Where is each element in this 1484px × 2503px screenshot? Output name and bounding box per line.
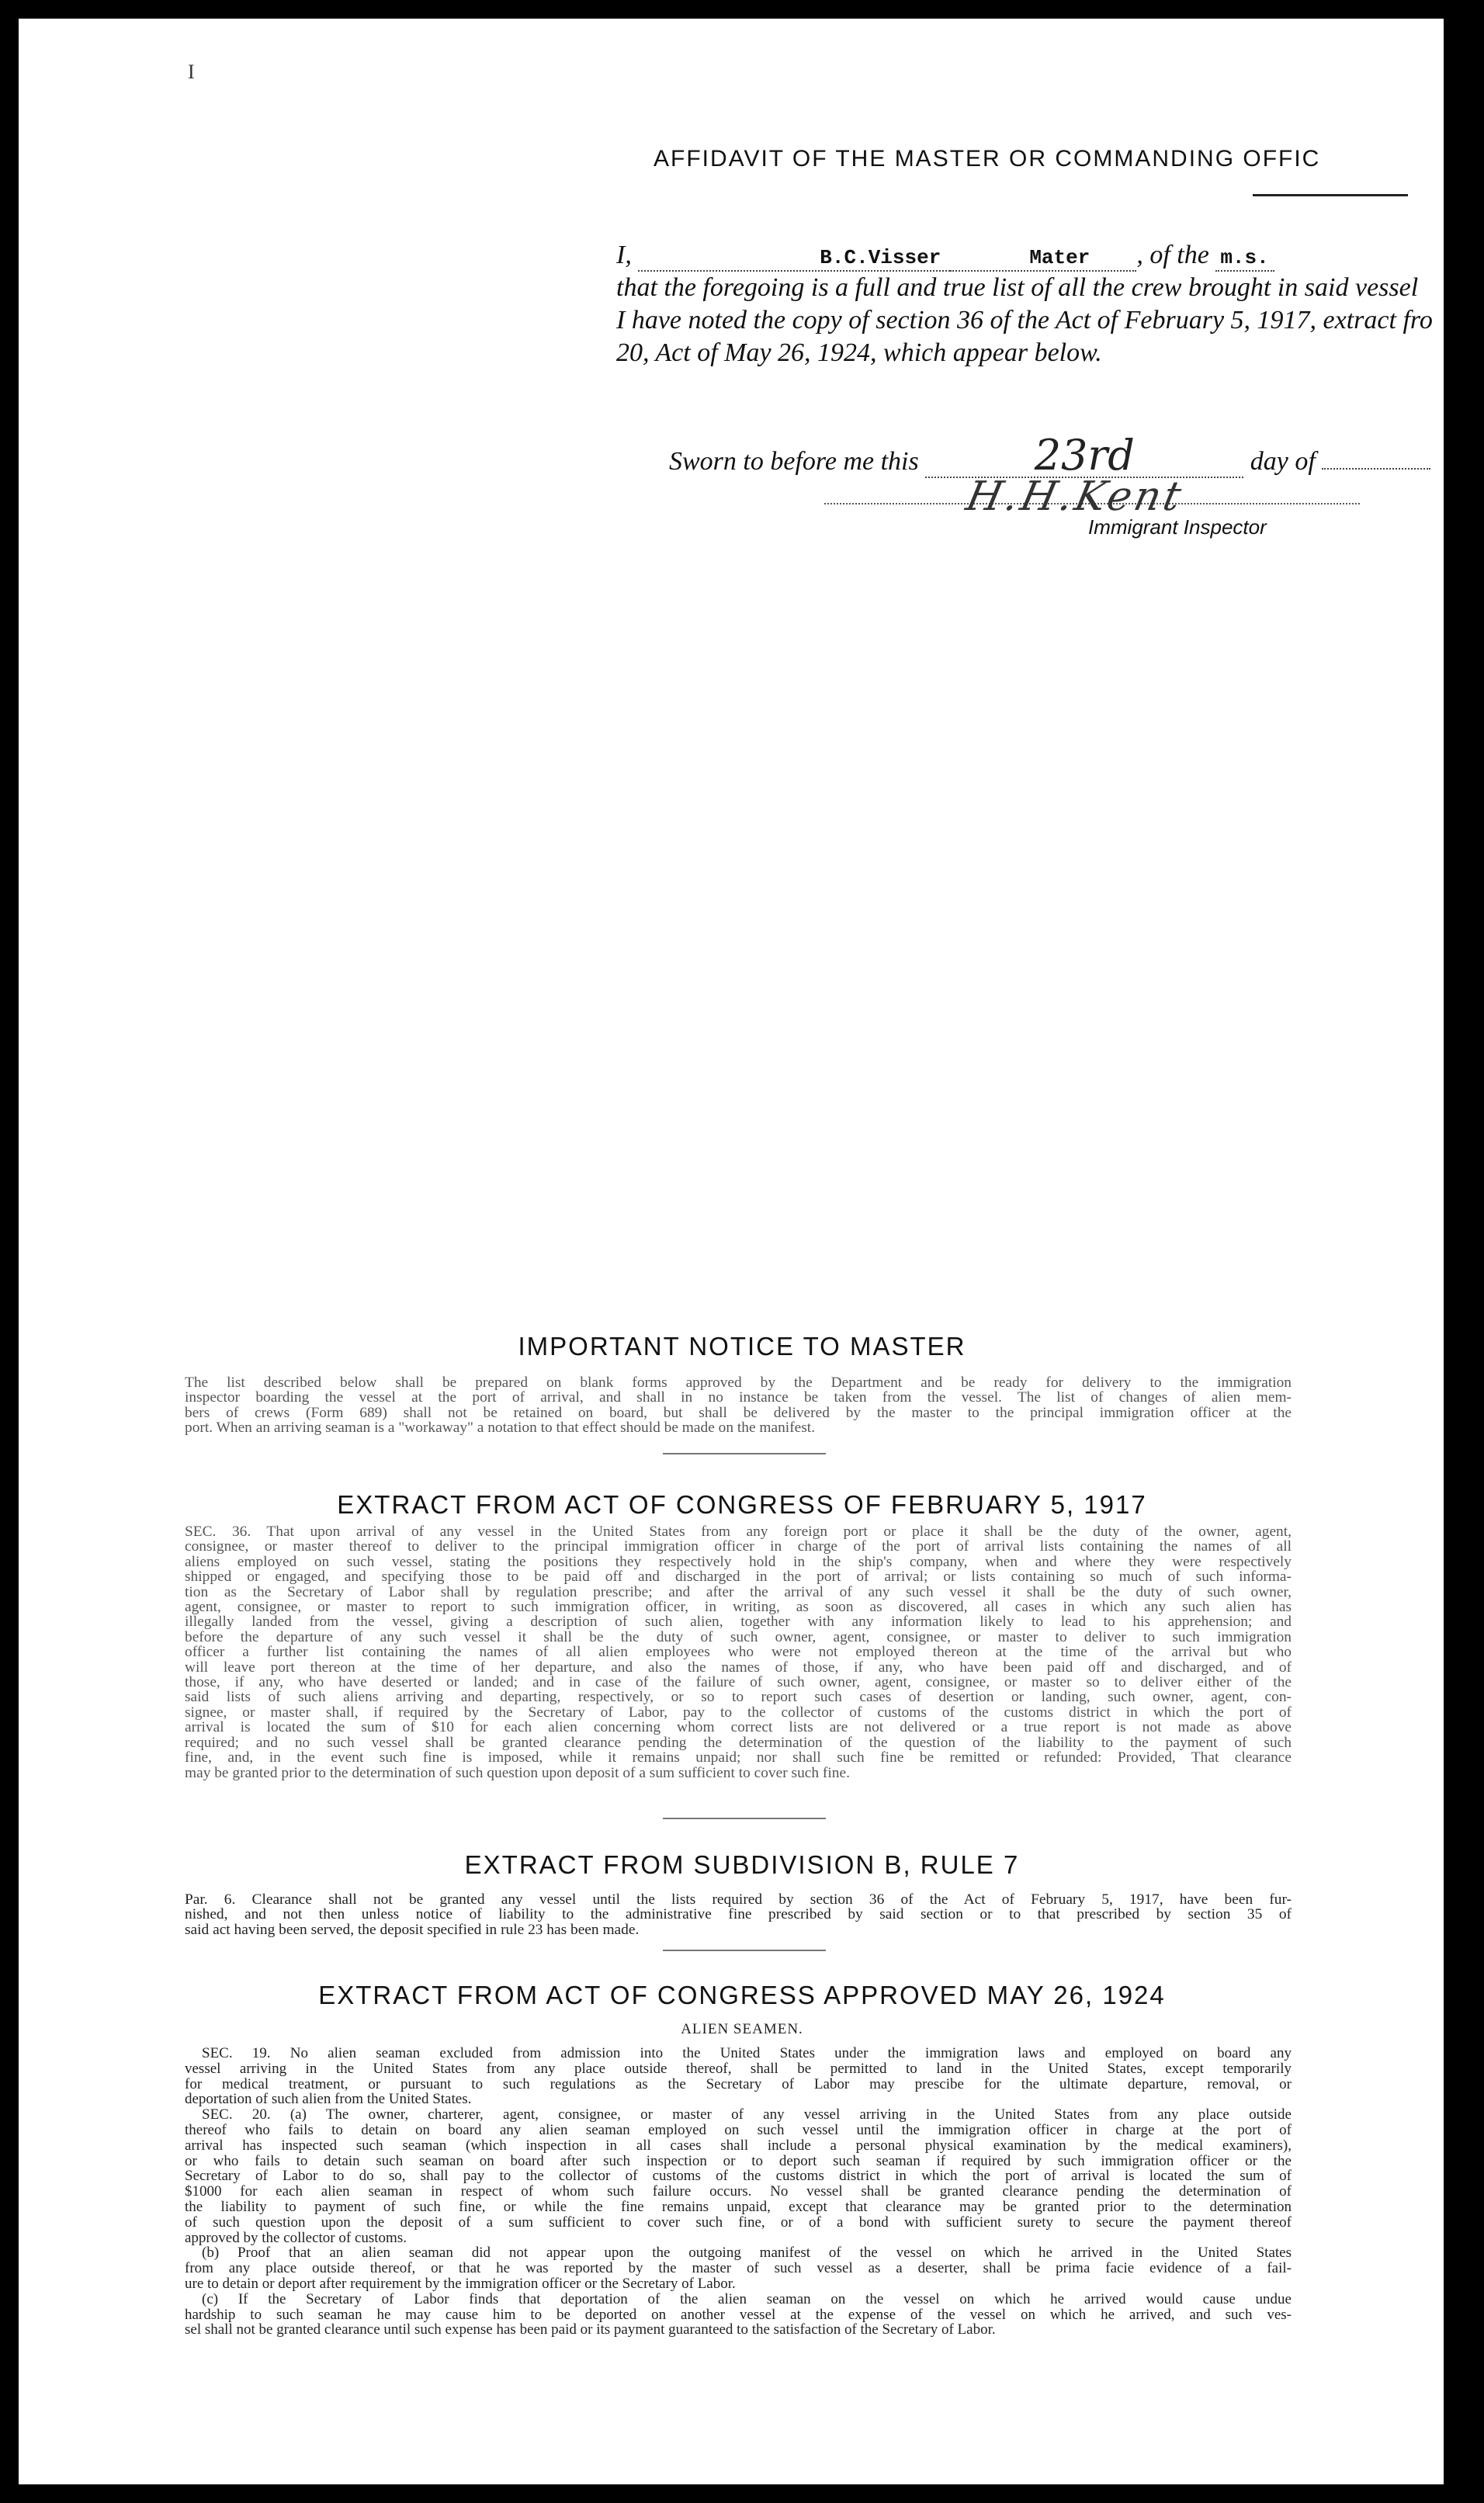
rule-7-title: EXTRACT FROM SUBDIVISION B, RULE 7 [464,1850,1020,1879]
extract-1924-line: for medical treatment, or pursuant to such regulations as the Secretary of Labor may prescibe for the ultimate departure, removal, or [185,2075,1292,2092]
extract-1924-line: deportation of such alien from the United States. [185,2091,472,2108]
extract-1924-line: from any place outside thereof, or that he was reported by the master of such vessel as a deserter, shall be prima facie evidence of a fail- [185,2260,1292,2277]
notice-line: The list described below shall be prepared on blank forms approved by the Department and be ready for delivery to the immigration [185,1375,1292,1391]
extract-1924-line: $1000 for each alien seaman in respect of whom such failure occurs. No vessel shall be granted clearance pending the determination of [185,2183,1292,2200]
divider [663,1453,826,1454]
vessel-prefix: m.s. [1220,246,1269,269]
affidavit-line-4: 20, Act of May 26, 1924, which appear below. [616,338,1102,367]
rule-7-line: said act having been served, the deposit specified in rule 23 has been made. [185,1921,640,1938]
title-rule [1253,194,1408,196]
rule-7-line: nished, and not then unless notice of liability to the administrative fine prescribed by said section or to that prescribed by section 35 of [185,1906,1292,1923]
vessel-field [1215,241,1274,272]
extract-1917-line: before the departure of any such vessel it shall be the duty of such owner, agent, consignee, or master to deliver to such immigration [185,1628,1292,1645]
alien-seamen-heading: ALIEN SEAMEN. [681,2021,803,2037]
inspector-signature: H.H.Kent [962,473,1188,520]
extract-1917-line: signee, or master shall, if required by the Secretary of Labor, pay to the collector of customs of the customs district in which the port of [185,1704,1292,1721]
extract-1924-line: SEC. 20. (a) The owner, charterer, agent, consignee, or master of any vessel arriving in the United States from any place outside [202,2106,1292,2123]
corner-mark: I [188,61,195,83]
rank-value: Mater [1029,246,1090,269]
affidavit-line-3: I have noted the copy of section 36 of the Act of February 5, 1917, extract fro [616,306,1433,335]
rule-7-line: Par. 6. Clearance shall not be granted any vessel until the lists required by section 36 of the Act of February 5, 1917, have been fur- [185,1891,1292,1908]
day-of-label: day of [1250,447,1316,476]
divider [663,1818,826,1819]
scan-edge [1444,19,1465,2484]
pronoun: I, [616,241,632,269]
extract-1917-line: fine, and, in the event such fine is imposed, while it remains unpaid; nor shall such fine be remitted or refunded: Provided, That clearance [185,1749,1292,1766]
inspector-label: Immigrant Inspector [1088,515,1267,539]
month-field [1322,468,1430,470]
extract-1917-line: those, if any, who have deserted or landed; and in case of the failure of such owner, agent, consignee, or master so to deliver either of the [185,1674,1292,1691]
extract-1924-line: or who fails to detain such seaman on board after such inspection or to deport such seaman if required by such immigration officer or the [185,2152,1292,2169]
rule-7-body [185,1892,1292,1937]
document-page [19,19,1465,2484]
extract-1917-line: consignee, or master thereof to deliver to the principal immigration officer in charge of the port of arrival lists containing the names of all [185,1538,1292,1555]
extract-1917-line: arrival is located the sum of $10 for each alien concerning whom correct lists are not delivered or a true report is not made as above [185,1719,1292,1736]
extract-1924-line: vessel arriving in the United States from any place outside thereof, shall be permitted to land in the United States, except temporarily [185,2060,1292,2077]
affidavit-line-1 [616,241,1274,272]
rank-field [950,241,1136,272]
extract-1917-line: required; and no such vessel shall be granted clearance pending the determination of the question of the liability to the payment of such [185,1734,1292,1751]
extract-1917-line: may be granted prior to the determination of such question upon deposit of a sum sufficient to cover such fine. [185,1764,850,1781]
extract-1924-line: hardship to such seaman he may cause him to be deported on another vessel at the expense of the vessel on which he arrived, and such ves- [185,2306,1292,2323]
master-name-field [638,241,950,272]
extract-1917-line: will leave port thereon at the time of her departure, and also the names of those, if any, who have been paid off and discharged, and of [185,1659,1292,1676]
notice-title: IMPORTANT NOTICE TO MASTER [518,1332,966,1361]
extract-1924-line: approved by the collector of customs. [185,2229,407,2246]
extract-1917-line: said lists of such aliens arriving and departing, respectively, or so to report such cases of desertion or landing, such owner, agent, con- [185,1689,1292,1706]
of-the-label: , of the [1136,241,1209,269]
extract-1917-body [185,1524,1292,1780]
extract-1924-line: Secretary of Labor to do so, shall pay to the collector of customs of the customs district in which the port of arrival is located the sum of [185,2168,1292,2185]
extract-1924-line: the liability to payment of such fine, or while the fine remains unpaid, except that clearance may be granted prior to the determination [185,2198,1292,2215]
extract-1917-line: agent, consignee, or master to report to such immigration officer, in writing, as soon as discovered, all cases in which any such alien has [185,1599,1292,1616]
extract-1917-line: tion as the Secretary of Labor shall by regulation prescribe; and after the arrival of any such vessel it shall be the duty of such owner, [185,1583,1292,1600]
affidavit-title: AFFIDAVIT OF THE MASTER OR COMMANDING OFFIC [654,146,1321,172]
notice-line: inspector boarding the vessel at the port of arrival, and shall in no instance be taken from the vessel. The list of changes of alien mem- [185,1389,1292,1406]
extract-1924-line: SEC. 19. No alien seaman excluded from admission into the United States under the immigration laws and employed on board any [202,2045,1292,2061]
extract-1924-line: ure to detain or deport after requirement by the immigration officer or the Secretary of Labor. [185,2275,736,2292]
extract-1924-line: (c) If the Secretary of Labor finds that deportation of the alien seaman on the vessel on which he arrived would cause undue [202,2290,1292,2307]
extract-1917-line: aliens employed on such vessel, stating the positions they respectively hold in the ship's company, when and where they were respectively [185,1553,1292,1570]
extract-1917-line: SEC. 36. That upon arrival of any vessel in the United States from any foreign port or place it shall be the duty of the owner, agent, [185,1524,1292,1540]
extract-1924-title: EXTRACT FROM ACT OF CONGRESS APPROVED MAY 26, 1924 [318,1981,1166,2009]
day-handwritten: 23rd [1034,431,1135,480]
notice-body [185,1375,1292,1436]
extract-1917-title: EXTRACT FROM ACT OF CONGRESS OF FEBRUARY 5, 1917 [337,1490,1147,1519]
notice-line: bers of crews (Form 689) shall not be retained on board, but shall be delivered by the master to the principal immigration officer at the [185,1404,1292,1421]
affidavit-line-2: that the foregoing is a full and true list of all the crew brought in said vessel [616,273,1419,302]
sworn-text: Sworn to before me this [669,447,919,476]
extract-1917-line: illegally landed from the vessel, giving a description of such alien, together with any information likely to lead to his apprehension; and [185,1614,1292,1631]
notice-line: port. When an arriving seaman is a "workaway" a notation to that effect should be made on the manifest. [185,1420,816,1437]
extract-1924-line: (b) Proof that an alien seaman did not appear upon the outgoing manifest of the vessel on which he arrived in the United States [202,2245,1292,2262]
extract-1924-line: arrival has inspected such seaman (which inspection in all cases shall include a personal physical examination by the medical examiners), [185,2137,1292,2154]
extract-1924-line: of such question upon the deposit of a sum sufficient to cover such fine, or of a bond with sufficient surety to secure the payment thereof [185,2214,1292,2231]
extract-1917-line: officer a further list containing the names of all alien employees who were not employed thereon at the time of the arrival but who [185,1644,1292,1661]
extract-1924-body [185,2046,1292,2338]
extract-1917-line: shipped or engaged, and specifying those to be paid off and discharged in the port of arrival; or lists containing so much of such informa- [185,1569,1292,1586]
extract-1924-line: thereof who fails to detain on board any alien seaman employed on such vessel until the immigration officer in charge at the port of [185,2121,1292,2138]
divider [663,1950,826,1951]
extract-1924-line: sel shall not be granted clearance until such expense has been paid or its payment guaranteed to the satisfaction of the Secretary of Labor. [185,2321,996,2338]
master-name: B.C.Visser [820,246,941,269]
